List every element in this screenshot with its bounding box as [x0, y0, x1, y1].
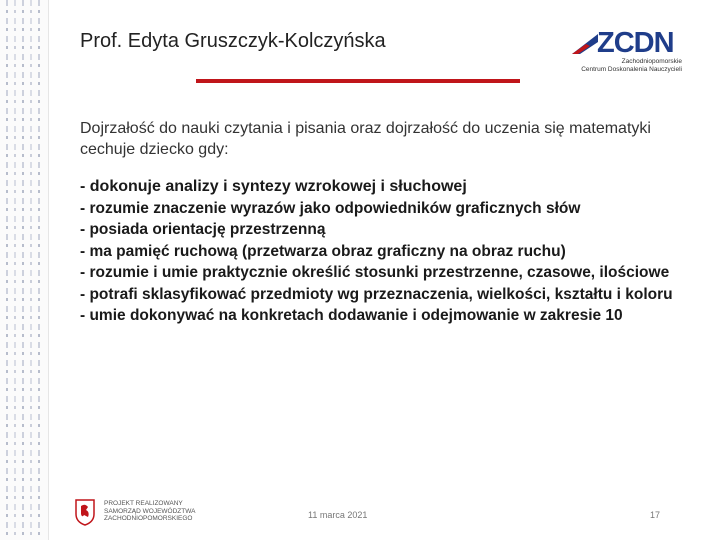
list-item: - umie dokonywać na konkretach dodawanie i odejmowanie w zakresie 10	[80, 307, 623, 324]
decorative-margin-strip	[0, 0, 49, 540]
title-divider	[196, 79, 520, 83]
sponsor-line-3: ZACHODNIOPOMORSKIEGO	[104, 515, 193, 522]
list-item: - rozumie znaczenie wyrazów jako odpowiedników graficznych słów	[80, 199, 581, 217]
zcdn-subtitle-line-1: Zachodniopomorskie	[621, 58, 682, 65]
list-item: - posiada orientację przestrzenną	[80, 221, 326, 238]
page-number: 17	[650, 510, 661, 520]
zcdn-logo-mark-icon	[572, 32, 598, 54]
slide-title: Prof. Edyta Gruszczyk-Kolczyńska	[80, 30, 386, 52]
zcdn-logo-subtitle	[572, 58, 682, 74]
list-item: - rozumie i umie praktycznie określić stosunki przestrzenne, czasowe, ilościowe	[80, 264, 670, 281]
list-item: - ma pamięć ruchową (przetwarza obraz graficzny na obraz ruchu)	[80, 242, 566, 260]
griffin-crest-icon	[74, 498, 96, 526]
sponsor-line-1: PROJEKT REALIZOWANY	[104, 500, 183, 507]
sponsor-text	[104, 500, 224, 523]
readiness-points-list	[80, 176, 680, 327]
zcdn-subtitle-line-2: Centrum Doskonalenia Nauczycieli	[581, 66, 682, 73]
footer-date: 11 marca 2021	[308, 510, 368, 520]
zcdn-logo	[572, 28, 682, 74]
zcdn-logo-word: ZCDN	[597, 27, 674, 59]
list-item: - potrafi sklasyfikować przedmioty wg przeznaczenia, wielkości, kształtu i koloru	[80, 285, 673, 303]
intro-text: Dojrzałość do nauki czytania i pisania oraz dojrzałość do uczenia się matematyki cechuje dziecko gdy:	[80, 120, 651, 158]
sponsor-logo	[74, 498, 214, 528]
sponsor-line-2: SAMORZĄD WOJEWÓDZTWA	[104, 507, 196, 515]
list-item: - dokonuje analizy i syntezy wzrokowej i słuchowej	[80, 178, 467, 195]
